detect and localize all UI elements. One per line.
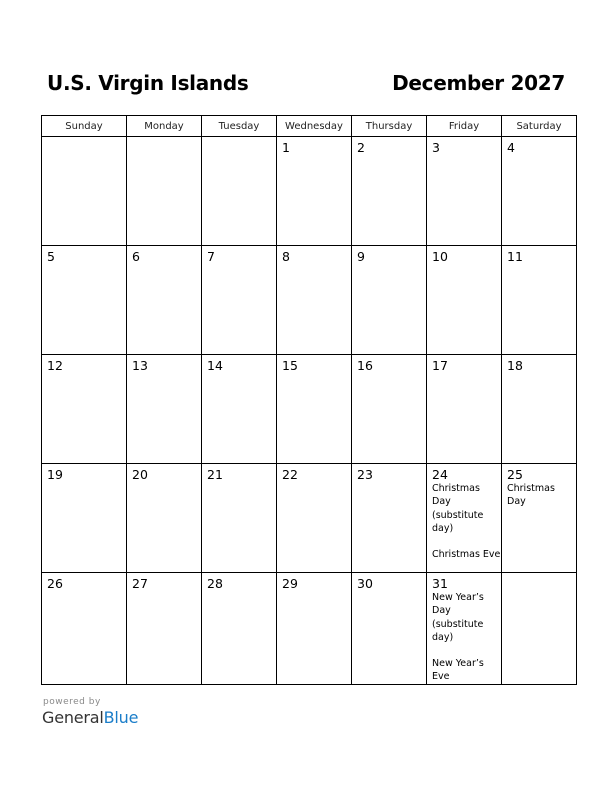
- week-row: [42, 246, 577, 355]
- day-cell: [277, 464, 352, 573]
- day-number: 1: [282, 140, 290, 155]
- day-cell: [42, 355, 127, 464]
- week-row: [42, 573, 577, 685]
- day-cell: [427, 464, 502, 573]
- day-number: 17: [432, 358, 448, 373]
- day-cell: [42, 573, 127, 685]
- day-cell: [127, 355, 202, 464]
- week-row: [42, 464, 577, 573]
- day-number: 16: [357, 358, 373, 373]
- week-row: [42, 355, 577, 464]
- day-number: 19: [47, 467, 63, 482]
- day-number: 2: [357, 140, 365, 155]
- holiday-label: New Year’s Eve: [432, 658, 484, 683]
- calendar-grid: [41, 115, 577, 685]
- day-cell: [502, 137, 577, 246]
- day-number: 13: [132, 358, 148, 373]
- day-number: 3: [432, 140, 440, 155]
- day-number: 9: [357, 249, 365, 264]
- day-cell: [277, 137, 352, 246]
- day-cell: [42, 137, 127, 246]
- weekday-header: Tuesday: [202, 116, 277, 137]
- calendar-body: [42, 137, 577, 685]
- weekday-header: Wednesday: [277, 116, 352, 137]
- day-cell: [202, 573, 277, 685]
- day-number: 21: [207, 467, 223, 482]
- day-cell: [127, 137, 202, 246]
- day-number: 22: [282, 467, 298, 482]
- day-number: 24: [432, 467, 448, 482]
- weekday-header: Friday: [427, 116, 502, 137]
- day-cell: [502, 464, 577, 573]
- day-cell: [202, 137, 277, 246]
- week-row: [42, 137, 577, 246]
- day-number: 30: [357, 576, 373, 591]
- day-number: 15: [282, 358, 298, 373]
- day-cell: [202, 355, 277, 464]
- day-cell: [502, 355, 577, 464]
- holiday-label: New Year’s Day (substitute day): [432, 592, 484, 643]
- day-number: 4: [507, 140, 515, 155]
- day-number: 25: [507, 467, 523, 482]
- day-number: 28: [207, 576, 223, 591]
- day-cell: [427, 137, 502, 246]
- day-number: 11: [507, 249, 523, 264]
- day-number: 18: [507, 358, 523, 373]
- day-number: 23: [357, 467, 373, 482]
- holiday-label: Christmas Day (substitute day): [432, 483, 484, 534]
- day-number: 12: [47, 358, 63, 373]
- month-title: December 2027: [392, 71, 565, 95]
- day-number: 14: [207, 358, 223, 373]
- day-number: 27: [132, 576, 148, 591]
- day-cell: [502, 573, 577, 685]
- day-cell: [277, 573, 352, 685]
- day-number: 29: [282, 576, 298, 591]
- region-title: U.S. Virgin Islands: [47, 71, 249, 95]
- holiday-list: [432, 591, 501, 684]
- weekday-header: Monday: [127, 116, 202, 137]
- day-number: 6: [132, 249, 140, 264]
- brand-logo: [42, 708, 138, 727]
- day-number: 31: [432, 576, 448, 591]
- weekday-header: Thursday: [352, 116, 427, 137]
- day-cell: [42, 246, 127, 355]
- day-cell: [202, 246, 277, 355]
- day-cell: [127, 246, 202, 355]
- day-number: 5: [47, 249, 55, 264]
- day-cell: [352, 246, 427, 355]
- day-cell: [352, 137, 427, 246]
- day-number: 7: [207, 249, 215, 264]
- brand-general: General: [42, 708, 104, 727]
- day-cell: [427, 355, 502, 464]
- day-cell: [427, 246, 502, 355]
- powered-by-text: powered by: [43, 697, 101, 707]
- brand-blue: Blue: [103, 708, 139, 727]
- day-cell: [352, 355, 427, 464]
- day-cell: [352, 464, 427, 573]
- day-number: 20: [132, 467, 148, 482]
- holiday-list: [507, 482, 576, 509]
- holiday-label: Christmas Day: [507, 483, 555, 508]
- holiday-list: [432, 482, 501, 561]
- day-number: 26: [47, 576, 63, 591]
- day-cell: [277, 246, 352, 355]
- day-cell: [202, 464, 277, 573]
- day-cell: [427, 573, 502, 685]
- day-number: 8: [282, 249, 290, 264]
- weekday-header: Saturday: [502, 116, 577, 137]
- day-cell: [127, 573, 202, 685]
- weekday-header: Sunday: [42, 116, 127, 137]
- day-cell: [502, 246, 577, 355]
- weekday-header-row: [42, 116, 577, 137]
- day-number: 10: [432, 249, 448, 264]
- day-cell: [127, 464, 202, 573]
- day-cell: [277, 355, 352, 464]
- day-cell: [352, 573, 427, 685]
- day-cell: [42, 464, 127, 573]
- holiday-label: Christmas Eve: [432, 549, 501, 561]
